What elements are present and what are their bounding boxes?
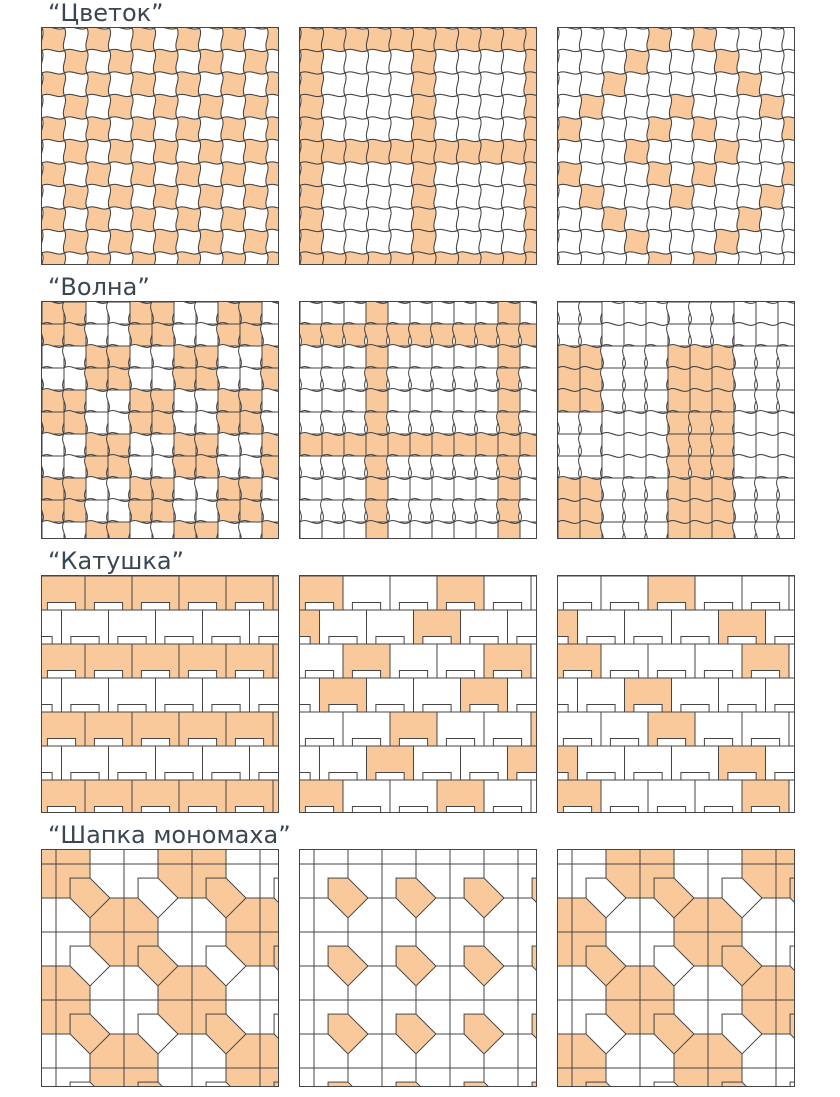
katushka-pattern-2 — [299, 575, 537, 813]
tsvetok-pattern-1 — [41, 27, 279, 265]
katushka-pattern-3 — [557, 575, 795, 813]
shapka-pattern-3 — [557, 849, 795, 1087]
shapka-pattern-1 — [41, 849, 279, 1087]
group-title-shapka: “Шапка мономаха” — [48, 821, 291, 849]
group-title-tsvetok: “Цветок” — [48, 0, 164, 27]
group-title-katushka: “Катушка” — [48, 547, 184, 575]
shapka-pattern-2 — [299, 849, 537, 1087]
volna-pattern-3 — [557, 301, 795, 539]
katushka-pattern-1 — [41, 575, 279, 813]
tsvetok-pattern-3 — [557, 27, 795, 265]
volna-pattern-1 — [41, 301, 279, 539]
group-title-volna: “Волна” — [48, 273, 150, 301]
volna-pattern-2 — [299, 301, 537, 539]
tsvetok-pattern-2 — [299, 27, 537, 265]
